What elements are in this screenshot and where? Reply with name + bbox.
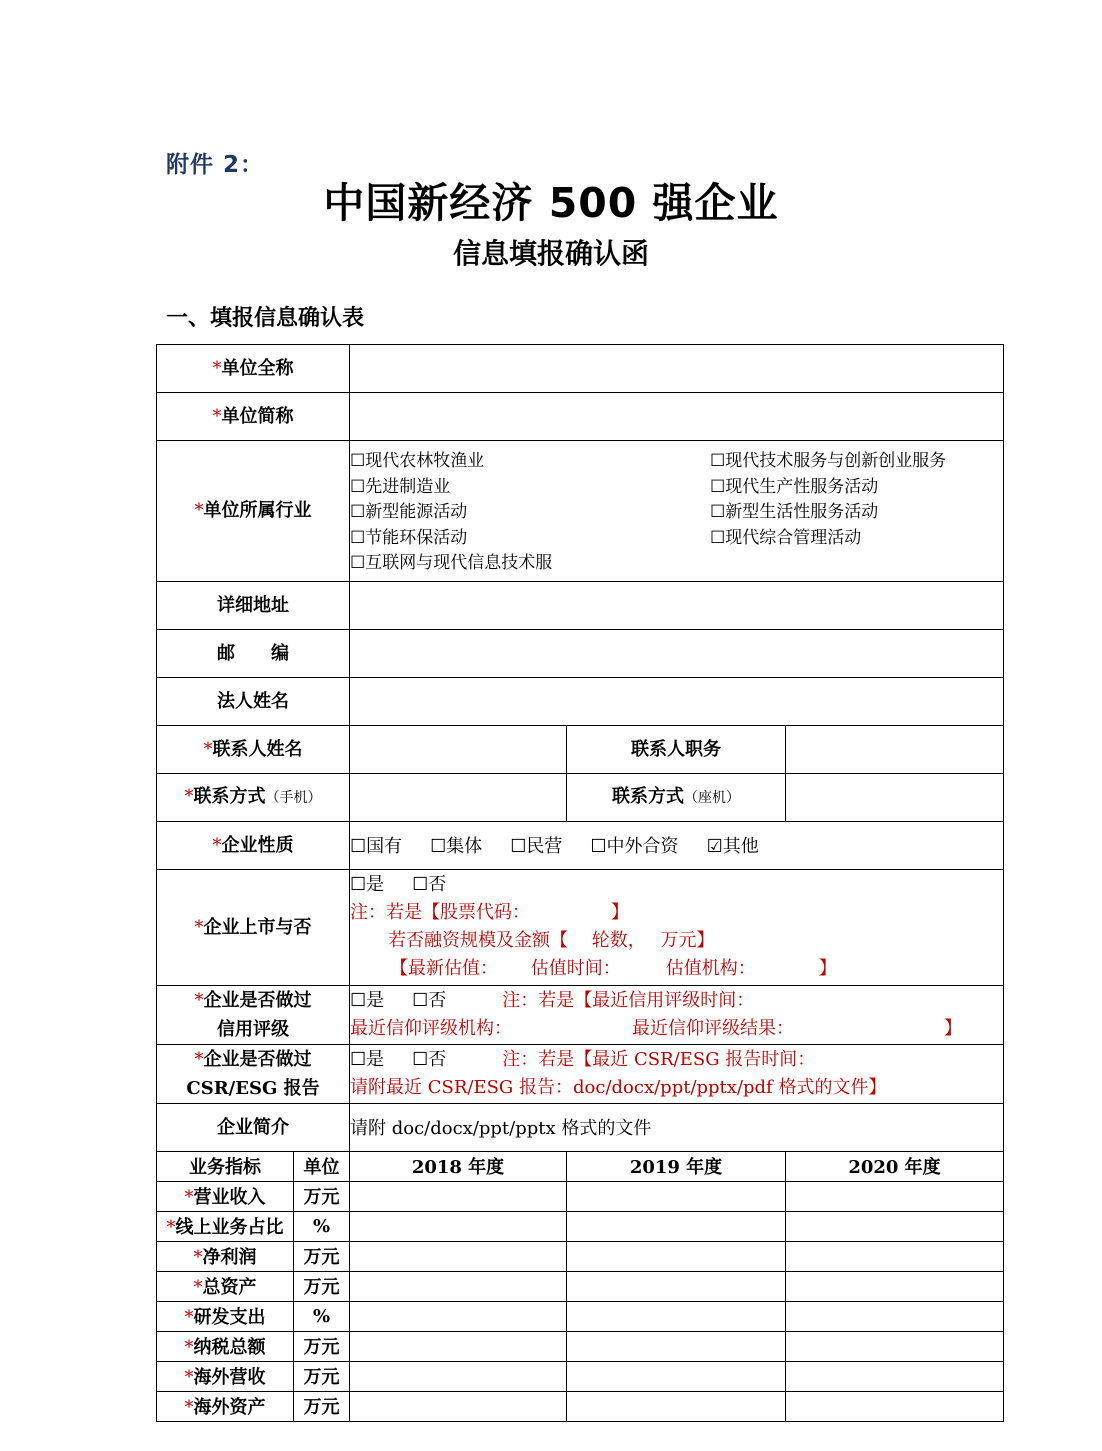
credit-note-time: 注：若是【最近信用评级时间： (502, 989, 755, 1011)
metric-2018-cell[interactable] (350, 1331, 567, 1361)
attachment-label: 附件 2： (166, 152, 265, 178)
metric-name: *海外营收 (157, 1361, 294, 1391)
metrics-header-indicator: 业务指标 (157, 1151, 294, 1181)
row-contact-person (157, 725, 1004, 773)
metric-2018-cell[interactable] (350, 1181, 567, 1211)
metric-2019-cell[interactable] (567, 1301, 786, 1331)
credit-details (350, 985, 1004, 1044)
metric-2020-cell[interactable] (786, 1361, 1004, 1391)
csr-label: *企业是否做过 CSR/ESG 报告 (157, 1044, 350, 1103)
industry-option[interactable]: ☐现代技术服务与创新创业服务 (710, 451, 947, 471)
metrics-header-2020: 2020 年度 (786, 1151, 1004, 1181)
contact-mobile-field[interactable] (350, 773, 567, 821)
listed-details (350, 869, 1004, 985)
postcode-field[interactable] (350, 629, 1004, 677)
contact-name-label: *联系人姓名 (157, 725, 350, 773)
metric-unit: 万元 (294, 1361, 350, 1391)
metrics-header-row (157, 1151, 1004, 1181)
contact-title-field[interactable] (786, 725, 1004, 773)
metric-unit: 万元 (294, 1271, 350, 1301)
metric-name: *营业收入 (157, 1181, 294, 1211)
metric-name: *纳税总额 (157, 1331, 294, 1361)
industry-label: *单位所属行业 (157, 441, 350, 582)
listed-note-valuation: 【最新估值： 估值时间： 估值机构： 】 (390, 958, 837, 979)
document-subtitle: 信息填报确认函 (452, 237, 649, 270)
row-csr-esg (157, 1044, 1004, 1103)
metric-2018-cell[interactable] (350, 1241, 567, 1271)
row-legal-person (157, 677, 1004, 725)
metric-2020-cell[interactable] (786, 1271, 1004, 1301)
nature-option-private[interactable]: ☐民营 (510, 836, 563, 857)
table-row (157, 1211, 1004, 1241)
address-field[interactable] (350, 581, 1004, 629)
metric-2018-cell[interactable] (350, 1301, 567, 1331)
metric-name: *线上业务占比 (157, 1211, 294, 1241)
document-title: 中国新经济 500 强企业 (323, 179, 779, 227)
metric-2020-cell[interactable] (786, 1331, 1004, 1361)
short-name-label: *单位简称 (157, 393, 350, 441)
metric-unit: 万元 (294, 1331, 350, 1361)
table-row (157, 1301, 1004, 1331)
metric-2018-cell[interactable] (350, 1211, 567, 1241)
industry-option[interactable]: ☐现代生产性服务活动 (710, 476, 879, 497)
table-row (157, 1181, 1004, 1211)
metric-2020-cell[interactable] (786, 1301, 1004, 1331)
info-form-table (156, 344, 1004, 1422)
legal-person-field[interactable] (350, 677, 1004, 725)
full-name-field[interactable] (350, 345, 1004, 393)
metric-2019-cell[interactable] (567, 1241, 786, 1271)
legal-person-label: 法人姓名 (157, 677, 350, 725)
metric-2018-cell[interactable] (350, 1391, 567, 1421)
metric-2019-cell[interactable] (567, 1271, 786, 1301)
csr-details (350, 1044, 1004, 1103)
row-short-name (157, 393, 1004, 441)
metric-2018-cell[interactable] (350, 1271, 567, 1301)
listed-no-checkbox[interactable]: ☐否 (412, 874, 447, 895)
contact-title-label: 联系人职务 (567, 725, 786, 773)
row-address (157, 581, 1004, 629)
metric-name: *净利润 (157, 1241, 294, 1271)
metric-2019-cell[interactable] (567, 1391, 786, 1421)
row-credit-rating (157, 985, 1004, 1044)
metric-unit: 万元 (294, 1241, 350, 1271)
row-full-name (157, 345, 1004, 393)
metric-2020-cell[interactable] (786, 1391, 1004, 1421)
metrics-header-unit: 单位 (294, 1151, 350, 1181)
intro-field[interactable]: 请附 doc/docx/ppt/pptx 格式的文件 (350, 1103, 1004, 1151)
contact-landline-label: 联系方式（座机） (567, 773, 786, 821)
listed-note-financing: 若否融资规模及金额【 轮数， 万元】 (388, 930, 715, 951)
metric-2020-cell[interactable] (786, 1241, 1004, 1271)
metric-2020-cell[interactable] (786, 1211, 1004, 1241)
metric-2019-cell[interactable] (567, 1181, 786, 1211)
row-listed (157, 869, 1004, 985)
credit-note-bracket: 】 (944, 1017, 962, 1039)
postcode-label: 邮 编 (157, 629, 350, 677)
metric-name: *总资产 (157, 1271, 294, 1301)
metric-2018-cell[interactable] (350, 1361, 567, 1391)
industry-option[interactable]: ☐节能环保活动 (350, 527, 468, 548)
industry-option[interactable]: ☐新型能源活动 (350, 502, 468, 522)
contact-mobile-label: *联系方式（手机） (157, 773, 350, 821)
listed-yes-checkbox[interactable]: ☐是 (350, 874, 385, 895)
address-label: 详细地址 (157, 581, 350, 629)
nature-options (350, 821, 1004, 869)
csr-note-attach: 请附最近 CSR/ESG 报告：doc/docx/ppt/pptx/pdf 格式的文件】 (350, 1076, 887, 1098)
row-contact-phone (157, 773, 1004, 821)
industry-option[interactable]: ☐现代农林牧渔业 (350, 451, 485, 471)
metric-unit: 万元 (294, 1391, 350, 1421)
listed-label: *企业上市与否 (157, 869, 350, 985)
metric-2019-cell[interactable] (567, 1331, 786, 1361)
contact-name-field[interactable] (350, 725, 567, 773)
nature-option-state[interactable]: ☐国有 (350, 836, 403, 857)
row-company-nature (157, 821, 1004, 869)
nature-option-other[interactable]: ☑其他 (706, 836, 759, 857)
industry-options (350, 441, 1004, 582)
table-row (157, 1361, 1004, 1391)
table-row (157, 1271, 1004, 1301)
metrics-header-2019: 2019 年度 (567, 1151, 786, 1181)
csr-yes-checkbox[interactable]: ☐是 (350, 1048, 385, 1070)
nature-label: *企业性质 (157, 821, 350, 869)
metric-2020-cell[interactable] (786, 1181, 1004, 1211)
intro-label: 企业简介 (157, 1103, 350, 1151)
metric-unit: 万元 (294, 1181, 350, 1211)
credit-no-checkbox[interactable]: ☐否 (412, 989, 447, 1011)
short-name-field[interactable] (350, 393, 1004, 441)
table-row (157, 1391, 1004, 1421)
contact-landline-field[interactable] (786, 773, 1004, 821)
metric-name: *研发支出 (157, 1301, 294, 1331)
industry-option[interactable]: ☐互联网与现代信息技术服 (350, 553, 553, 573)
credit-label: *企业是否做过 信用评级 (157, 985, 350, 1044)
nature-option-collective[interactable]: ☐集体 (430, 836, 483, 857)
full-name-label: *单位全称 (157, 345, 350, 393)
row-intro (157, 1103, 1004, 1151)
row-industry (157, 441, 1004, 582)
industry-option[interactable]: ☐先进制造业 (350, 476, 451, 497)
metrics-header-2018: 2018 年度 (350, 1151, 567, 1181)
metric-unit: % (294, 1211, 350, 1241)
csr-note-time: 注：若是【最近 CSR/ESG 报告时间： (502, 1048, 816, 1070)
industry-option[interactable]: ☐现代综合管理活动 (710, 527, 862, 548)
credit-note-result: 最近信仰评级结果： (632, 1017, 794, 1039)
metric-2019-cell[interactable] (567, 1211, 786, 1241)
table-row (157, 1241, 1004, 1271)
metric-name: *海外资产 (157, 1391, 294, 1421)
credit-note-agency: 最近信仰评级机构： (350, 1017, 512, 1039)
listed-note-stock-code: 注：若是【股票代码： 】 (350, 902, 629, 923)
credit-yes-checkbox[interactable]: ☐是 (350, 989, 385, 1011)
section-title: 一、填报信息确认表 (166, 306, 365, 331)
table-row (157, 1331, 1004, 1361)
csr-no-checkbox[interactable]: ☐否 (412, 1048, 447, 1070)
nature-option-joint-venture[interactable]: ☐中外合资 (590, 836, 679, 857)
industry-option[interactable]: ☐新型生活性服务活动 (710, 502, 879, 522)
row-postcode (157, 629, 1004, 677)
metric-2019-cell[interactable] (567, 1361, 786, 1391)
metric-unit: % (294, 1301, 350, 1331)
